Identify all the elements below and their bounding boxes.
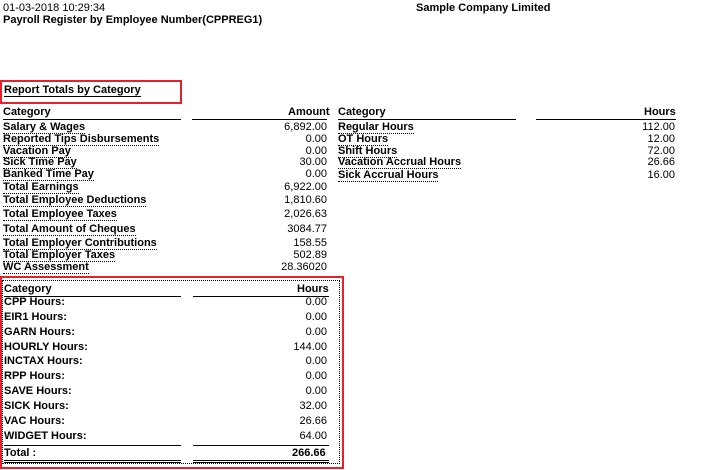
left-col-category-header: Category — [3, 106, 51, 118]
hours-col-category-header: Category — [4, 283, 52, 295]
hours-row-value: 0.00 — [305, 355, 327, 367]
report-datetime: 01-03-2018 10:29:34 — [3, 2, 106, 14]
left-row-value: 502.89 — [293, 249, 327, 261]
right-col-category-header: Category — [338, 106, 386, 118]
right-row-label: Shift Hours — [338, 145, 398, 157]
hours-row-label: CPP Hours: — [4, 296, 65, 308]
hours-row-label: EIR1 Hours: — [4, 311, 67, 323]
hours-row-value: 0.00 — [305, 326, 327, 338]
right-col-category-underline — [338, 119, 516, 120]
right-row-value: 72.00 — [647, 145, 675, 157]
report-title: Payroll Register by Employee Number(CPPREG1) — [3, 14, 263, 26]
hours-row-label: SAVE Hours: — [4, 385, 72, 397]
hours-row-value: 0.00 — [305, 296, 327, 308]
hours-row-value: 0.00 — [305, 385, 327, 397]
hours-total-underline-left-1 — [4, 460, 181, 461]
left-row-label: Total Employee Taxes — [3, 208, 117, 220]
left-row-label: Salary & Wages — [3, 121, 86, 133]
right-row-value: 16.00 — [647, 169, 675, 181]
hours-row-label: INCTAX Hours: — [4, 355, 83, 367]
hours-col-hours-header: Hours — [297, 283, 329, 295]
hours-row-label: WIDGET Hours: — [4, 430, 87, 442]
right-row-label: Vacation Accrual Hours — [338, 156, 462, 168]
left-row-value: 6,922.00 — [284, 181, 327, 193]
right-row-value: 26.66 — [647, 156, 675, 168]
left-row-value: 1,810.60 — [284, 194, 327, 206]
right-row-label: Regular Hours — [338, 121, 414, 133]
left-col-amount-header: Amount — [288, 106, 330, 118]
right-row-value: 112.00 — [642, 121, 675, 133]
hours-total-underline-right-1 — [193, 460, 329, 461]
left-row-value: 0.00 — [305, 145, 327, 157]
right-col-hours-underline — [536, 119, 676, 120]
hours-total-top-line-right — [193, 445, 329, 446]
hours-row-value: 144.00 — [293, 341, 327, 353]
company-name: Sample Company Limited — [416, 2, 551, 14]
left-row-value: 30.00 — [299, 156, 327, 168]
left-col-category-underline — [3, 119, 181, 120]
left-row-label: Total Earnings — [3, 181, 79, 193]
right-col-hours-header: Hours — [644, 106, 676, 118]
right-row-label: OT Hours — [338, 133, 389, 145]
right-row-label: Sick Accrual Hours — [338, 169, 439, 181]
hours-row-label: SICK Hours: — [4, 400, 69, 412]
left-row-value: 3084.77 — [287, 223, 327, 235]
left-row-label: Banked Time Pay — [3, 168, 94, 180]
hours-row-label: HOURLY Hours: — [4, 341, 88, 353]
right-row-value: 12.00 — [647, 133, 675, 145]
left-row-label: WC Assessment — [3, 261, 89, 273]
hours-row-value: 64.00 — [299, 430, 327, 442]
hours-total-top-line-left — [4, 445, 181, 446]
left-row-label: Sick Time Pay — [3, 156, 77, 168]
left-row-value: 6,892.00 — [284, 121, 327, 133]
left-row-label: Total Employer Contributions — [3, 237, 157, 249]
left-row-value: 0.00 — [305, 168, 327, 180]
left-row-label: Total Amount of Cheques — [3, 223, 136, 235]
left-row-label: Vacation Pay — [3, 145, 71, 157]
hours-row-value: 32.00 — [299, 400, 327, 412]
hours-row-value: 26.66 — [299, 415, 327, 427]
hours-row-label: RPP Hours: — [4, 370, 65, 382]
left-row-value: 2,026.63 — [284, 208, 327, 220]
hours-row-value: 0.00 — [305, 311, 327, 323]
hours-row-label: VAC Hours: — [4, 415, 65, 427]
left-col-amount-underline — [192, 119, 327, 120]
left-row-value: 158.55 — [293, 237, 327, 249]
hours-row-label: GARN Hours: — [4, 326, 75, 338]
left-row-value: 28.36020 — [281, 261, 327, 273]
left-row-label: Total Employer Taxes — [3, 249, 116, 261]
left-row-label: Total Employee Deductions — [3, 194, 147, 206]
hours-total-label: Total : — [4, 447, 37, 459]
hours-total-underline-right-2 — [193, 462, 329, 463]
hours-row-value: 0.00 — [305, 370, 327, 382]
left-row-label: Reported Tips Disbursements — [3, 133, 160, 145]
hours-total-value: 266.66 — [292, 447, 326, 459]
hours-total-underline-left-2 — [4, 462, 181, 463]
section-title: Report Totals by Category — [4, 84, 141, 96]
left-row-value: 0.00 — [305, 133, 327, 145]
